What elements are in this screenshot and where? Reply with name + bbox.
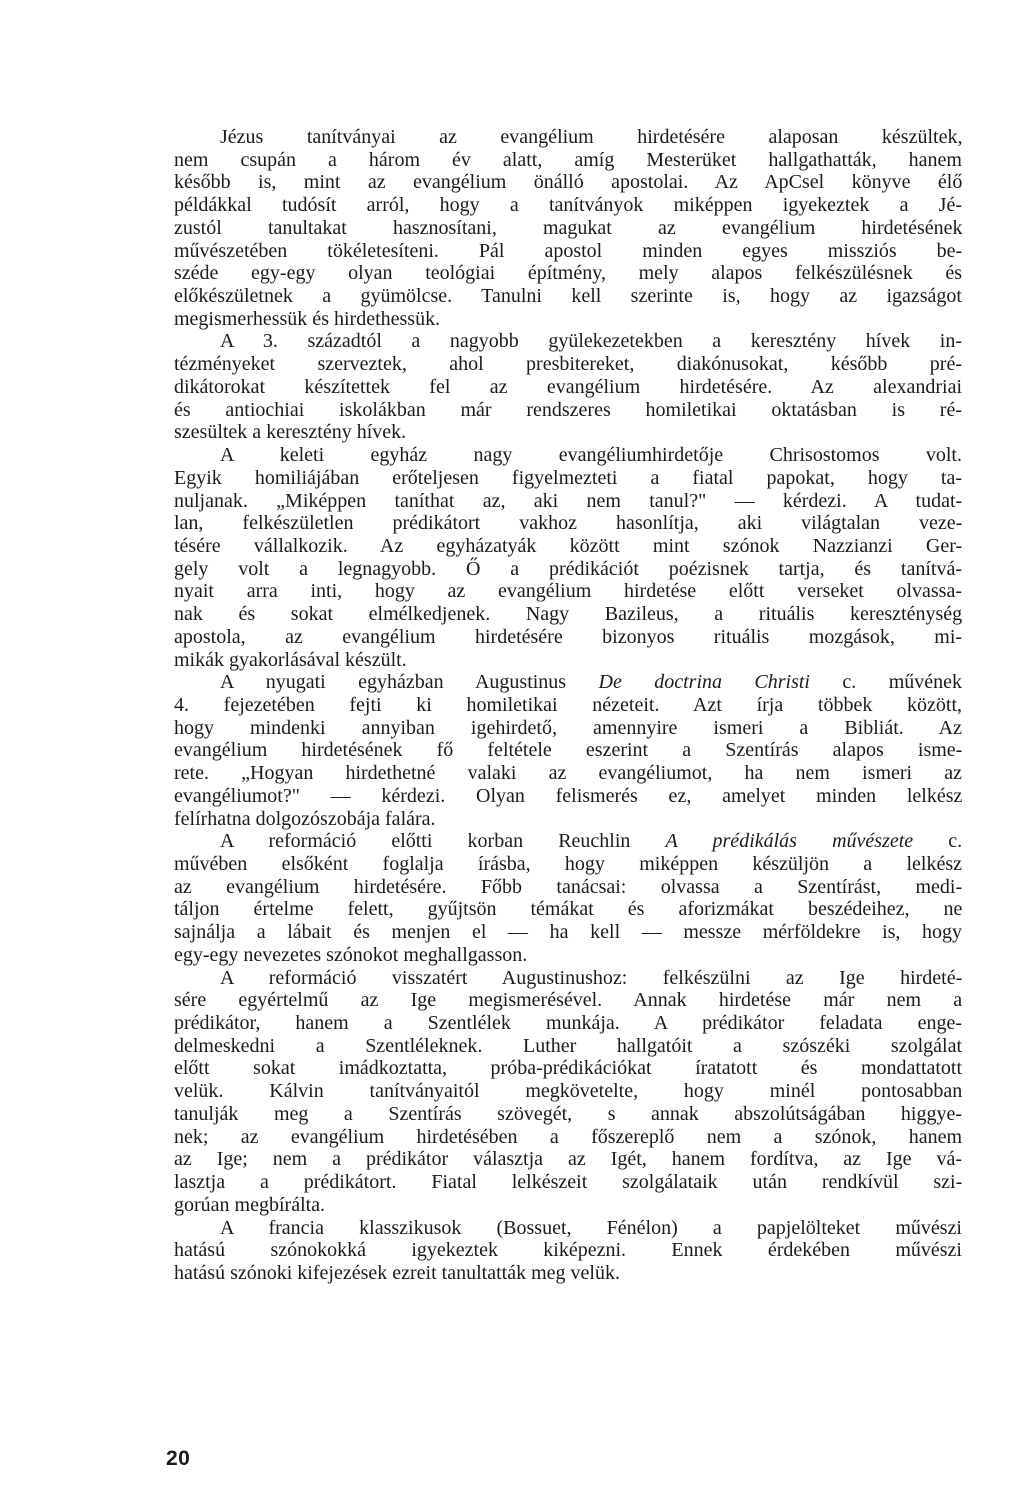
paragraph [174, 126, 962, 330]
text-segment: megismerhessük és hirdethessük. [174, 307, 441, 330]
text-segment: apostola, az evangélium hirdetésére bizonyos rituális mozgások, mi- [174, 625, 963, 648]
text-line [174, 399, 962, 422]
paragraph [174, 330, 962, 444]
text-segment: nyait arra inti, hogy az evangélium hirdetése előtt verseket olvassa- [174, 580, 962, 603]
text-segment: később is, mint az evangélium önálló apostolai. Az ApCsel könyve élő [174, 171, 963, 194]
text-line [174, 240, 962, 263]
text-line [174, 808, 962, 831]
text-segment: A francia klasszikusok (Bossuet, Fénélon) a papjelölteket művészi [220, 1216, 962, 1239]
text-line [174, 967, 962, 990]
page-body [174, 126, 962, 1285]
paragraph [174, 967, 962, 1217]
text-line [174, 535, 962, 558]
text-segment: velük. Kálvin tanítványaitól megkövetelte, hogy minél pontosabban [174, 1080, 963, 1103]
text-line [174, 1057, 962, 1080]
text-line [174, 830, 962, 853]
text-segment: tésére vállalkozik. Az egyházatyák között mint szónok Nazzianzi Ger- [174, 534, 963, 557]
text-line [174, 444, 962, 467]
text-line [174, 376, 962, 399]
page-number: 20 [166, 1447, 191, 1470]
text-segment: 4. fejezetében fejti ki homiletikai nézeteit. Azt írja többek között, [174, 693, 962, 716]
text-line [174, 308, 962, 331]
text-line [174, 149, 962, 172]
text-segment: lan, felkészületlen prédikátort vakhoz hasonlítja, aki világtalan veze- [174, 512, 963, 535]
text-segment: nem csupán a három év alatt, amíg Mesterüket hallgathatták, hanem [174, 148, 962, 171]
text-segment: A keleti egyház nagy evangéliumhirdetője Chrisostomos volt. [220, 444, 962, 467]
text-segment: Egyik homiliájában erőteljesen figyelmezteti a fiatal papokat, hogy ta- [174, 466, 962, 489]
italic-title: De doctrina Christi [598, 671, 810, 694]
paragraph [174, 830, 962, 966]
text-line [174, 217, 962, 240]
text-line [174, 898, 962, 921]
text-segment: az evangélium hirdetésére. Főbb tanácsai: olvassa a Szentírást, medi- [174, 875, 963, 898]
text-segment: tanulják meg a Szentírás szövegét, s annak abszolútságában higgye- [174, 1102, 962, 1125]
text-line [174, 717, 962, 740]
text-segment: egy-egy nevezetes szónokot meghallgasson. [174, 943, 528, 966]
text-line [174, 671, 962, 694]
text-line [174, 1148, 962, 1171]
text-line [174, 558, 962, 581]
text-segment: A reformáció előtti korban Reuchlin [220, 830, 666, 853]
text-segment: delmeskedni a Szentléleknek. Luther hallgatóit a szószéki szolgálat [174, 1034, 962, 1057]
text-segment: A nyugati egyházban Augustinus [220, 671, 599, 694]
text-segment: evangélium hirdetésének fő feltétele eszerint a Szentírás alapos isme- [174, 739, 963, 762]
text-line [174, 1012, 962, 1035]
text-segment: lasztja a prédikátort. Fiatal lelkészeit szolgálataik után rendkívül szi- [174, 1171, 963, 1194]
text-segment: előtt sokat imádkoztatta, próba-prédikációkat íratatott és mondattatott [174, 1057, 963, 1080]
text-line [174, 512, 962, 535]
text-segment: Jézus tanítványai az evangélium hirdetésére alaposan készültek, [220, 126, 963, 148]
text-segment: rete. „Hogyan hirdethetné valaki az evangéliumot, ha nem ismeri az [174, 762, 962, 785]
text-line [174, 1262, 962, 1285]
text-line [174, 262, 962, 285]
text-line [174, 694, 962, 717]
text-segment: előkészületnek a gyümölcse. Tanulni kell szerinte is, hogy az igazságot [174, 285, 962, 308]
text-line [174, 1239, 962, 1262]
text-line [174, 580, 962, 603]
text-line [174, 785, 962, 808]
paragraph [174, 444, 962, 671]
text-segment: gorúan megbírálta. [174, 1193, 326, 1216]
text-line [174, 603, 962, 626]
text-line [174, 171, 962, 194]
text-line [174, 989, 962, 1012]
text-line [174, 1217, 962, 1240]
text-segment: hatású szónoki kifejezések ezreit tanultatták meg velük. [174, 1261, 620, 1284]
text-line [174, 1194, 962, 1217]
text-segment: hatású szónokokká igyekeztek kiképezni. Ennek érdekében művészi [174, 1239, 962, 1262]
text-line [174, 490, 962, 513]
text-segment: prédikátor, hanem a Szentlélek munkája. A prédikátor feladata enge- [174, 1012, 962, 1035]
text-line [174, 944, 962, 967]
text-line [174, 1080, 962, 1103]
text-segment: példákkal tudósít arról, hogy a tanítványok miképpen igyekeztek a Jé- [174, 194, 962, 217]
text-line [174, 626, 962, 649]
text-segment: és antiochiai iskolákban már rendszeres homiletikai oktatásban is ré- [174, 398, 962, 421]
text-segment: c. művének [810, 671, 963, 694]
text-line [174, 1171, 962, 1194]
text-segment: tézményeket szerveztek, ahol presbitereket, diakónusokat, később pré- [174, 353, 962, 376]
text-segment: szesültek a keresztény hívek. [174, 421, 407, 444]
text-segment: mikák gyakorlásával készült. [174, 648, 407, 671]
text-segment: gely volt a legnagyobb. Ő a prédikációt poézisnek tartja, és tanítvá- [174, 557, 962, 580]
text-segment: A reformáció visszatért Augustinushoz: felkészülni az Ige hirdeté- [220, 966, 963, 989]
italic-title: A prédikálás művészete [665, 830, 914, 853]
text-segment: az Ige; nem a prédikátor választja az Igét, hanem fordítva, az Ige vá- [174, 1148, 962, 1171]
text-line [174, 739, 962, 762]
text-line [174, 285, 962, 308]
text-line [174, 649, 962, 672]
text-segment: művészetében tökéletesíteni. Pál apostol minden egyes missziós be- [174, 239, 963, 262]
text-segment: zustól tanultakat hasznosítani, magukat az evangélium hirdetésének [174, 216, 963, 239]
text-line [174, 194, 962, 217]
text-segment: művében elsőként foglalja írásba, hogy miképpen készüljön a lelkész [174, 853, 962, 875]
text-segment: sajnálja a lábait és menjen el — ha kell — messze mérföldekre is, hogy [174, 921, 963, 944]
text-segment: nek; az evangélium hirdetésében a főszereplő nem a szónok, hanem [174, 1125, 963, 1148]
text-segment: hogy mindenki annyiban igehirdető, amennyire ismeri a Bibliát. Az [174, 716, 962, 739]
text-line [174, 853, 962, 876]
text-segment: c. [913, 830, 963, 853]
text-segment: nuljanak. „Miképpen taníthat az, aki nem tanul?" — kérdezi. A tudat- [174, 489, 963, 512]
text-segment: sére egyértelmű az Ige megismerésével. Annak hirdetése már nem a [174, 989, 963, 1012]
text-line [174, 353, 962, 376]
text-line [174, 921, 962, 944]
text-line [174, 1126, 962, 1149]
text-segment: A 3. századtól a nagyobb gyülekezetekben a keresztény hívek in- [220, 330, 962, 353]
paragraph [174, 671, 962, 830]
text-segment: táljon értelme felett, gyűjtsön témákat és aforizmákat beszédeihez, ne [174, 898, 963, 921]
text-segment: felírhatna dolgozószobája falára. [174, 807, 436, 830]
text-line [174, 762, 962, 785]
text-line [174, 126, 962, 149]
text-segment: nak és sokat elmélkedjenek. Nagy Bazileus, a rituális kereszténység [174, 603, 963, 626]
text-line [174, 1103, 962, 1126]
text-line [174, 876, 962, 899]
text-line [174, 421, 962, 444]
text-segment: dikátorokat készítettek fel az evangélium hirdetésére. Az alexandriai [174, 375, 962, 398]
paragraph [174, 1217, 962, 1285]
text-segment: evangéliumot?" — kérdezi. Olyan felismerés ez, amelyet minden lelkész [174, 784, 963, 807]
text-line [174, 330, 962, 353]
text-line [174, 1035, 962, 1058]
text-segment: széde egy-egy olyan teológiai építmény, mely alapos felkészülésnek és [174, 262, 962, 285]
text-line [174, 467, 962, 490]
